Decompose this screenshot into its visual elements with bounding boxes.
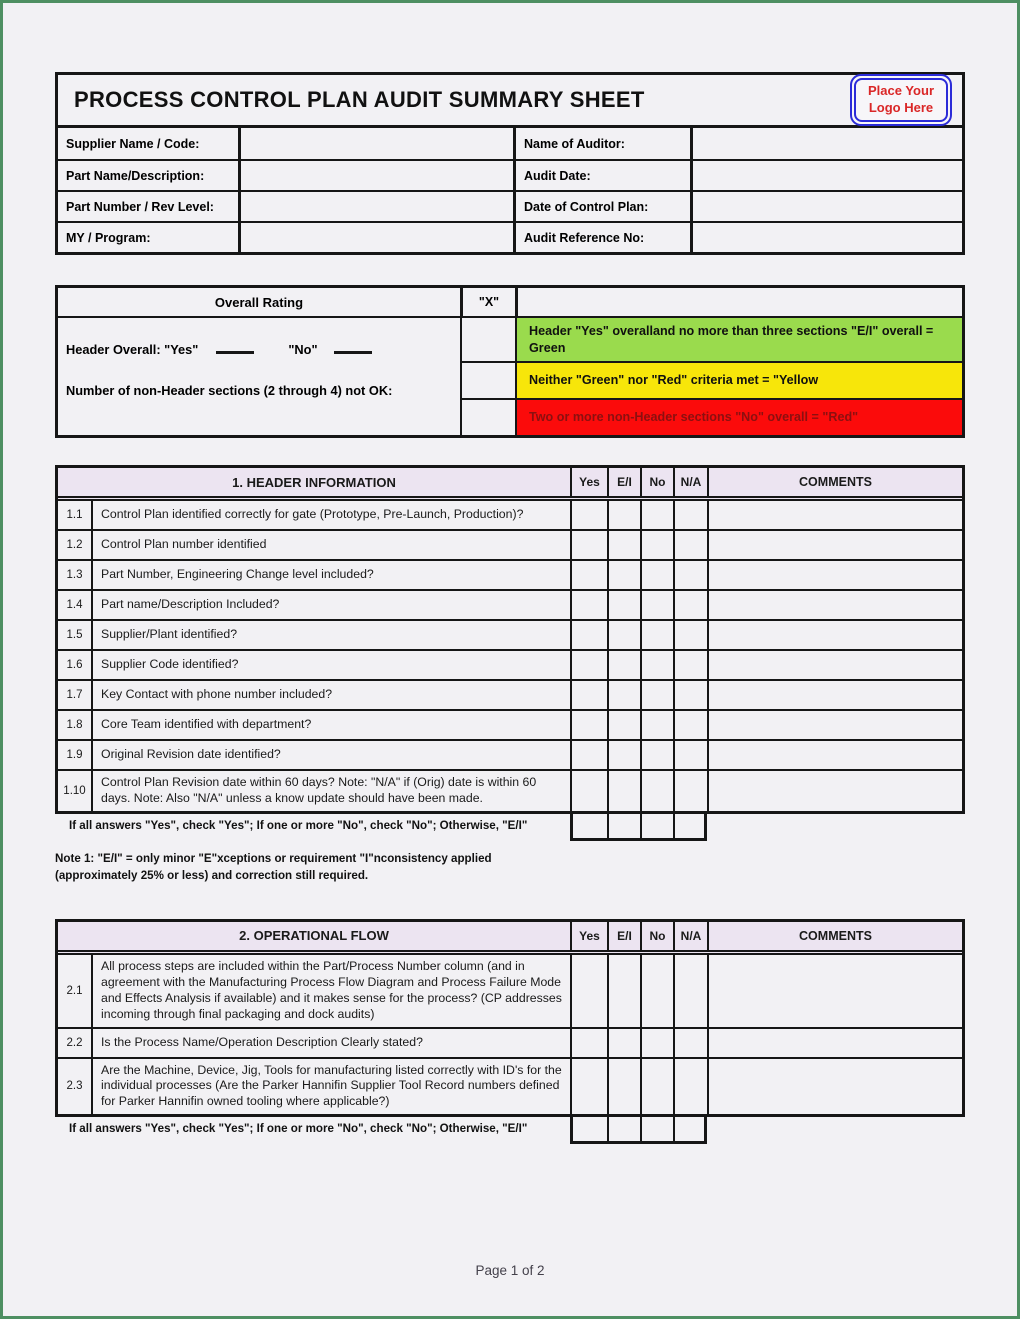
check-cell-na[interactable] xyxy=(673,771,707,811)
column-header-comments: COMMENTS xyxy=(707,468,962,496)
section-1-table xyxy=(55,465,965,814)
check-cell-no[interactable] xyxy=(640,711,673,739)
section-2-title: 2. OPERATIONAL FLOW xyxy=(239,928,389,944)
row-number: 1.1 xyxy=(58,501,93,529)
rating-band-green: Header "Yes" overalland no more than three sections "E/I" overall = Green xyxy=(515,316,962,361)
rating-band-red: Two or more non-Header sections "No" overall = "Red" xyxy=(515,398,962,435)
comments-cell[interactable] xyxy=(707,1029,962,1057)
title-row xyxy=(58,75,962,128)
summary-check-ei[interactable] xyxy=(607,1117,640,1141)
check-cell-yes[interactable] xyxy=(570,771,607,811)
comments-cell[interactable] xyxy=(707,651,962,679)
check-cell-ei[interactable] xyxy=(607,531,640,559)
check-cell-yes[interactable] xyxy=(570,621,607,649)
row-number: 1.8 xyxy=(58,711,93,739)
check-cell-no[interactable] xyxy=(640,591,673,619)
check-cell-yes[interactable] xyxy=(570,531,607,559)
check-cell-na[interactable] xyxy=(673,501,707,529)
check-cell-yes[interactable] xyxy=(570,711,607,739)
overall-rating-box xyxy=(55,285,965,438)
section-1-footer-label: If all answers "Yes", check "Yes"; If one or more "No", check "No"; Otherwise, "E/I" xyxy=(69,818,528,832)
field-value-part-number[interactable] xyxy=(238,190,513,221)
check-cell-no[interactable] xyxy=(640,955,673,1027)
note-1 xyxy=(55,851,965,885)
row-question: Supplier Code identified? xyxy=(101,657,239,671)
section-2-header-row xyxy=(58,922,962,955)
x-cell-yellow[interactable] xyxy=(460,361,515,398)
summary-check-no[interactable] xyxy=(640,1117,673,1141)
note-line-2: (approximately 25% or less) and correction still required. xyxy=(55,868,369,882)
x-cell-red[interactable] xyxy=(460,398,515,435)
comments-cell[interactable] xyxy=(707,531,962,559)
check-cell-na[interactable] xyxy=(673,531,707,559)
column-header-ei: E/I xyxy=(607,922,640,950)
section-1-title: 1. HEADER INFORMATION xyxy=(232,474,396,490)
table-row xyxy=(58,769,962,811)
rating-left-panel xyxy=(58,316,460,435)
table-row xyxy=(58,649,962,679)
comments-cell[interactable] xyxy=(707,741,962,769)
row-question: Control Plan identified correctly for gate (Prototype, Pre-Launch, Production)? xyxy=(101,507,524,521)
check-cell-ei[interactable] xyxy=(607,501,640,529)
check-cell-ei[interactable] xyxy=(607,591,640,619)
field-value-my-program[interactable] xyxy=(238,221,513,252)
header-form xyxy=(58,128,962,252)
header-box xyxy=(55,72,965,255)
section-2-table xyxy=(55,919,965,1118)
check-cell-yes[interactable] xyxy=(570,651,607,679)
table-row xyxy=(58,529,962,559)
row-question: All process steps are included within the Part/Process Number column (and in agreement with the Manufacturing Process Flow Diagram and Process Failure Mode and Effects Analysis if available) and it makes sense for the process? (CP addresses incoming through final packaging and dock audits) xyxy=(101,958,562,1021)
column-header-no: No xyxy=(640,922,673,950)
row-number: 1.9 xyxy=(58,741,93,769)
section-1-footer xyxy=(55,811,965,841)
check-cell-ei[interactable] xyxy=(607,1059,640,1115)
comments-cell[interactable] xyxy=(707,1059,962,1115)
field-label-control-plan-date: Date of Control Plan: xyxy=(513,190,690,221)
column-header-ei: E/I xyxy=(607,468,640,496)
check-cell-yes[interactable] xyxy=(570,741,607,769)
rating-header-spacer xyxy=(515,288,962,316)
check-cell-ei[interactable] xyxy=(607,651,640,679)
row-number: 2.2 xyxy=(58,1029,93,1057)
row-question: Are the Machine, Device, Jig, Tools for manufacturing listed correctly with ID's for the individual processes (Are the Parker Hannifin Supplier Tool Record numbers defined for Parker Hannifin owned tooling where applicable?) xyxy=(101,1062,562,1109)
check-cell-ei[interactable] xyxy=(607,561,640,589)
table-row xyxy=(58,955,962,1027)
comments-cell[interactable] xyxy=(707,591,962,619)
row-number: 1.6 xyxy=(58,651,93,679)
check-cell-na[interactable] xyxy=(673,711,707,739)
check-cell-no[interactable] xyxy=(640,771,673,811)
logo-placeholder-button[interactable] xyxy=(850,74,952,126)
table-row xyxy=(58,709,962,739)
check-cell-no[interactable] xyxy=(640,1029,673,1057)
column-header-no: No xyxy=(640,468,673,496)
row-number: 2.3 xyxy=(58,1059,93,1115)
table-row xyxy=(58,559,962,589)
section-2-summary-checkboxes xyxy=(570,1114,707,1144)
check-cell-ei[interactable] xyxy=(607,955,640,1027)
check-cell-no[interactable] xyxy=(640,531,673,559)
check-cell-yes[interactable] xyxy=(570,591,607,619)
check-cell-ei[interactable] xyxy=(607,711,640,739)
section-2-footer xyxy=(55,1114,965,1144)
comments-cell[interactable] xyxy=(707,681,962,709)
row-question: Is the Process Name/Operation Description Clearly stated? xyxy=(101,1034,423,1049)
logo-text-line1: Place Your xyxy=(868,83,934,99)
section-2-footer-label: If all answers "Yes", check "Yes"; If one or more "No", check "No"; Otherwise, "E/I" xyxy=(69,1122,528,1136)
check-cell-no[interactable] xyxy=(640,561,673,589)
check-cell-na[interactable] xyxy=(673,955,707,1027)
check-cell-ei[interactable] xyxy=(607,1029,640,1057)
check-cell-na[interactable] xyxy=(673,621,707,649)
field-value-control-plan-date[interactable] xyxy=(690,190,962,221)
row-question: Control Plan number identified xyxy=(101,537,267,551)
logo-text-line2: Logo Here xyxy=(868,100,934,115)
field-label-my-program: MY / Program: xyxy=(58,221,238,252)
column-header-comments: COMMENTS xyxy=(707,922,962,950)
field-value-audit-reference[interactable] xyxy=(690,221,962,252)
page-number: Page 1 of 2 xyxy=(475,1263,545,1278)
comments-cell[interactable] xyxy=(707,501,962,529)
check-cell-yes[interactable] xyxy=(570,561,607,589)
field-value-supplier-name[interactable] xyxy=(238,128,513,159)
section-1-summary-checkboxes xyxy=(570,811,707,841)
row-question: Part Number, Engineering Change level included? xyxy=(101,567,374,581)
table-row xyxy=(58,1027,962,1057)
summary-check-na[interactable] xyxy=(673,1117,704,1141)
row-question: Supplier/Plant identified? xyxy=(101,627,238,641)
field-value-part-name[interactable] xyxy=(238,159,513,190)
check-cell-yes[interactable] xyxy=(570,955,607,1027)
check-cell-ei[interactable] xyxy=(607,621,640,649)
comments-cell[interactable] xyxy=(707,955,962,1027)
check-cell-no[interactable] xyxy=(640,501,673,529)
row-question: Original Revision date identified? xyxy=(101,747,281,761)
row-number: 1.4 xyxy=(58,591,93,619)
check-cell-ei[interactable] xyxy=(607,741,640,769)
check-cell-yes[interactable] xyxy=(570,1029,607,1057)
column-header-yes: Yes xyxy=(570,922,607,950)
table-row xyxy=(58,1057,962,1115)
summary-check-yes[interactable] xyxy=(573,1117,607,1141)
row-number: 1.7 xyxy=(58,681,93,709)
row-question: Part name/Description Included? xyxy=(101,597,280,611)
summary-check-no[interactable] xyxy=(640,814,673,838)
no-label: "No" xyxy=(288,342,318,357)
check-cell-na[interactable] xyxy=(673,651,707,679)
check-cell-no[interactable] xyxy=(640,1059,673,1115)
summary-check-ei[interactable] xyxy=(607,814,640,838)
check-cell-na[interactable] xyxy=(673,1029,707,1057)
field-label-part-number: Part Number / Rev Level: xyxy=(58,190,238,221)
row-number: 2.1 xyxy=(58,955,93,1027)
field-value-audit-date[interactable] xyxy=(690,159,962,190)
no-blank-line[interactable] xyxy=(334,340,372,354)
check-cell-yes[interactable] xyxy=(570,681,607,709)
table-row xyxy=(58,739,962,769)
field-label-part-name: Part Name/Description: xyxy=(58,159,238,190)
check-cell-na[interactable] xyxy=(673,591,707,619)
row-number: 1.3 xyxy=(58,561,93,589)
field-label-supplier-name: Supplier Name / Code: xyxy=(66,136,200,151)
summary-check-na[interactable] xyxy=(673,814,704,838)
check-cell-na[interactable] xyxy=(673,681,707,709)
check-cell-no[interactable] xyxy=(640,651,673,679)
table-row xyxy=(58,501,962,529)
table-row xyxy=(58,619,962,649)
comments-cell[interactable] xyxy=(707,771,962,811)
check-cell-ei[interactable] xyxy=(607,771,640,811)
field-label-audit-date: Audit Date: xyxy=(513,159,690,190)
check-cell-na[interactable] xyxy=(673,1059,707,1115)
x-column-header: "X" xyxy=(460,288,515,316)
rating-band-yellow: Neither "Green" nor "Red" criteria met = "Yellow xyxy=(515,361,962,398)
check-cell-na[interactable] xyxy=(673,561,707,589)
field-label-audit-reference: Audit Reference No: xyxy=(513,221,690,252)
check-cell-na[interactable] xyxy=(673,741,707,769)
note-line-1: Note 1: "E/I" = only minor "E"xceptions or requirement "I"nconsistency applied xyxy=(55,851,492,865)
logo-placeholder-inner xyxy=(854,78,948,122)
field-label-auditor-name: Name of Auditor: xyxy=(513,128,690,159)
summary-check-yes[interactable] xyxy=(573,814,607,838)
row-question: Control Plan Revision date within 60 days? Note: "N/A" if (Orig) date is within 60 days. Note: Also "N/A" unless a know update should have been made. xyxy=(101,775,537,805)
row-question: Key Contact with phone number included? xyxy=(101,687,333,701)
comments-cell[interactable] xyxy=(707,561,962,589)
check-cell-no[interactable] xyxy=(640,741,673,769)
field-value-auditor-name[interactable] xyxy=(690,128,962,159)
column-header-na: N/A xyxy=(673,922,707,950)
row-number: 1.10 xyxy=(58,771,93,811)
row-number: 1.2 xyxy=(58,531,93,559)
row-question: Core Team identified with department? xyxy=(101,717,312,731)
x-cell-green[interactable] xyxy=(460,316,515,361)
check-cell-yes[interactable] xyxy=(570,501,607,529)
header-overall-label: Header Overall: "Yes" xyxy=(66,342,199,357)
check-cell-no[interactable] xyxy=(640,681,673,709)
table-row xyxy=(58,679,962,709)
overall-rating-title: Overall Rating xyxy=(214,294,304,310)
table-row xyxy=(58,589,962,619)
comments-cell[interactable] xyxy=(707,711,962,739)
check-cell-no[interactable] xyxy=(640,621,673,649)
check-cell-ei[interactable] xyxy=(607,681,640,709)
check-cell-yes[interactable] xyxy=(570,1059,607,1115)
column-header-yes: Yes xyxy=(570,468,607,496)
page-title: PROCESS CONTROL PLAN AUDIT SUMMARY SHEET xyxy=(74,87,645,112)
row-number: 1.5 xyxy=(58,621,93,649)
non-header-sections-label: Number of non-Header sections (2 through 4) not OK: xyxy=(66,383,393,398)
comments-cell[interactable] xyxy=(707,621,962,649)
column-header-na: N/A xyxy=(673,468,707,496)
section-1-header-row xyxy=(58,468,962,501)
yes-blank-line[interactable] xyxy=(216,340,254,354)
